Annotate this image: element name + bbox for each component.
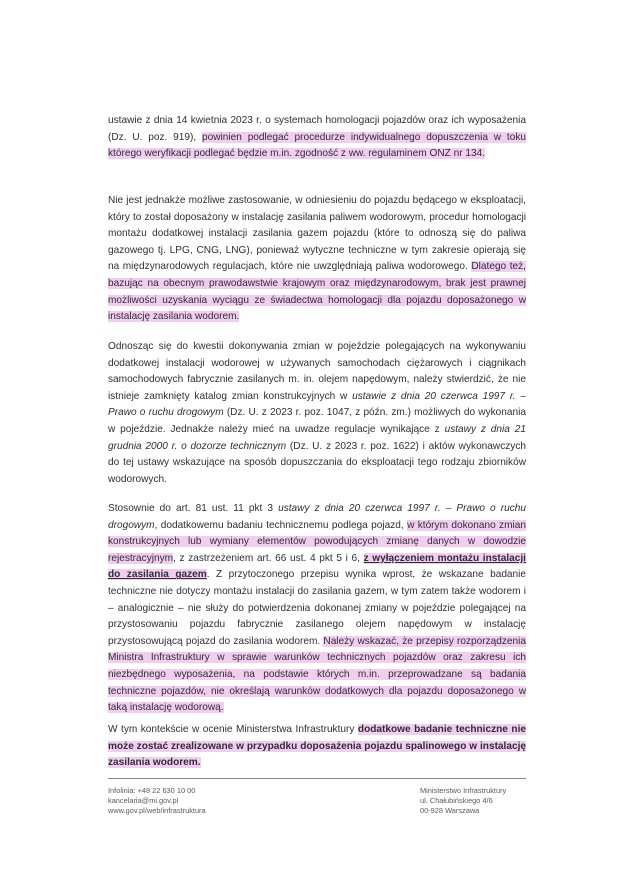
- p4-text-2: , dodatkowemu badaniu technicznemu podlega pojazd,: [154, 519, 408, 531]
- p4-text-4: . Z przytoczonego przepisu wynika wprost, że wskazane badanie techniczne nie dotyczy montażu instalacji do zasilania gazem, w tym zatem także wodorem i – analogicznie – nie służy do potwierdzenia dokonanej zmiany w pojeździe polegającej na przystosowaniu pojazdu fabrycznie zasilanego olejem napędowym w instalację przystosowującą pojazd do zasilania wodorem.: [108, 569, 527, 647]
- footer-divider: [108, 778, 526, 779]
- p5-text: W tym kontekście w ocenie Ministerstwa Infrastruktury: [108, 724, 358, 735]
- paragraph-3: [108, 339, 526, 488]
- p1-text: ustawie z dnia 14 kwietnia 2023 r. o systemach homologacji pojazdów oraz ich wyposażenia (Dz. U. poz. 919),: [108, 115, 526, 143]
- p3-italic-act-2: ustawy z dnia 21 grudnia 2000 r. o dozorze technicznym: [108, 423, 526, 452]
- p4-italic-act: ustawy z dnia 20 czerwca 1997 r. – Prawo o ruchu drogowym: [108, 503, 526, 531]
- p2-highlight: Dlatego też, bazując na obecnym prawodawstwie krajowym oraz międzynarodowym, brak jest prawnej możliwości uzyskania wyciągu ze świadectwa homologacji dla pojazdu doposażonego w instalację zasilania wodorem.: [108, 261, 526, 323]
- p1-highlight: powinien podlegać procedurze indywidualnego dopuszczenia w toku którego weryfikacji podlegać będzie m.in. zgodność z ww. regulaminem ONZ nr 134.: [108, 131, 526, 160]
- footer-hotline: Infolinia: +48 22 630 10 00: [108, 786, 196, 795]
- paragraph-4: [108, 501, 526, 717]
- paragraph-1: [108, 113, 526, 163]
- footer-street: ul. Chałubińskiego 4/6: [420, 796, 493, 805]
- p4-text-1: Stosownie do art. 81 ust. 11 pkt 3: [108, 503, 279, 514]
- p3-text-1: Odnosząc się do kwestii dokonywania zmian w pojeździe polegających na wykonywaniu dodatkowej instalacji wodorowej w używanych samochodach ciężarowych i ciągnikach samochodowych fabrycznie zasilanych m. in. olejem napędowym, należy stwierdzić, że nie istnieje zamknięty katalog zmian konstrukcyjnych w: [108, 341, 526, 402]
- p3-italic-act-1: ustawie z dnia 20 czerwca 1997 r. – Prawo o ruchu drogowym: [108, 390, 526, 419]
- footer-contact: [108, 786, 206, 816]
- p3-text-2: (Dz. U. z 2023 r. poz. 1047, z późn. zm.) możliwych do wykonania w pojeździe. Jednakże należy mieć na uwadze regulacje wynikające z: [108, 407, 526, 435]
- p4-highlight-3: Należy wskazać, że przepisy rozporządzenia Ministra Infrastruktury w sprawie warunków technicznych pojazdów oraz zakresu ich niezbędnego wyposażenia, na podstawie których m.in. przeprowadzane są badania techniczne pojazdów, nie określają warunków dodatkowych dla pojazdu doposażonego w taką instalację wodorową.: [108, 635, 527, 714]
- footer-email: kancelaria@mi.gov.pl: [108, 796, 179, 805]
- footer-website: www.gov.pl/web/infrastruktura: [108, 806, 206, 815]
- p4-highlight-2: z wyłączeniem montażu instalacji do zasilania gazem: [108, 552, 526, 581]
- paragraph-2: [108, 193, 526, 326]
- p3-text-3: (Dz. U. z 2023 r. poz. 1622) i aktów wykonawczych do tej ustawy wskazujące na sposób dopuszczania do eksploatacji tego rodzaju zbiorników wodorowych.: [108, 440, 526, 485]
- footer-city: 00-928 Warszawa: [420, 806, 480, 815]
- paragraph-5: [108, 722, 526, 772]
- footer-address: [420, 786, 506, 816]
- p4-highlight-1: w którym dokonano zmian konstrukcyjnych lub wymiany elementów powodujących zmianę danych w dowodzie rejestracyjnym: [108, 519, 526, 564]
- footer-ministry-name: Ministerstwo Infrastruktury: [420, 786, 507, 795]
- p2-text: Nie jest jednakże możliwe zastosowanie, w odniesieniu do pojazdu będącego w eksploatacji, który to został doposażony w instalację zasilania paliwem wodorowym, procedur homologacji montażu dodatkowej instalacji zasilania gazem pojazdu (które to odnoszą się do paliwa gazowego tj. LPG, CNG, LNG), ponieważ wytyczne techniczne w tym zakresie opierają się na międzynarodowych regulacjach, które nie uwzględniają paliwa wodorowego.: [108, 195, 526, 273]
- p5-highlight: dodatkowe badanie techniczne nie może zostać zrealizowane w przypadku doposażenia pojazdu spalinowego w instalację zasilania wodorem.: [108, 724, 526, 769]
- p4-text-3: , z zastrzeżeniem art. 66 ust. 4 pkt 5 i 6,: [173, 552, 364, 564]
